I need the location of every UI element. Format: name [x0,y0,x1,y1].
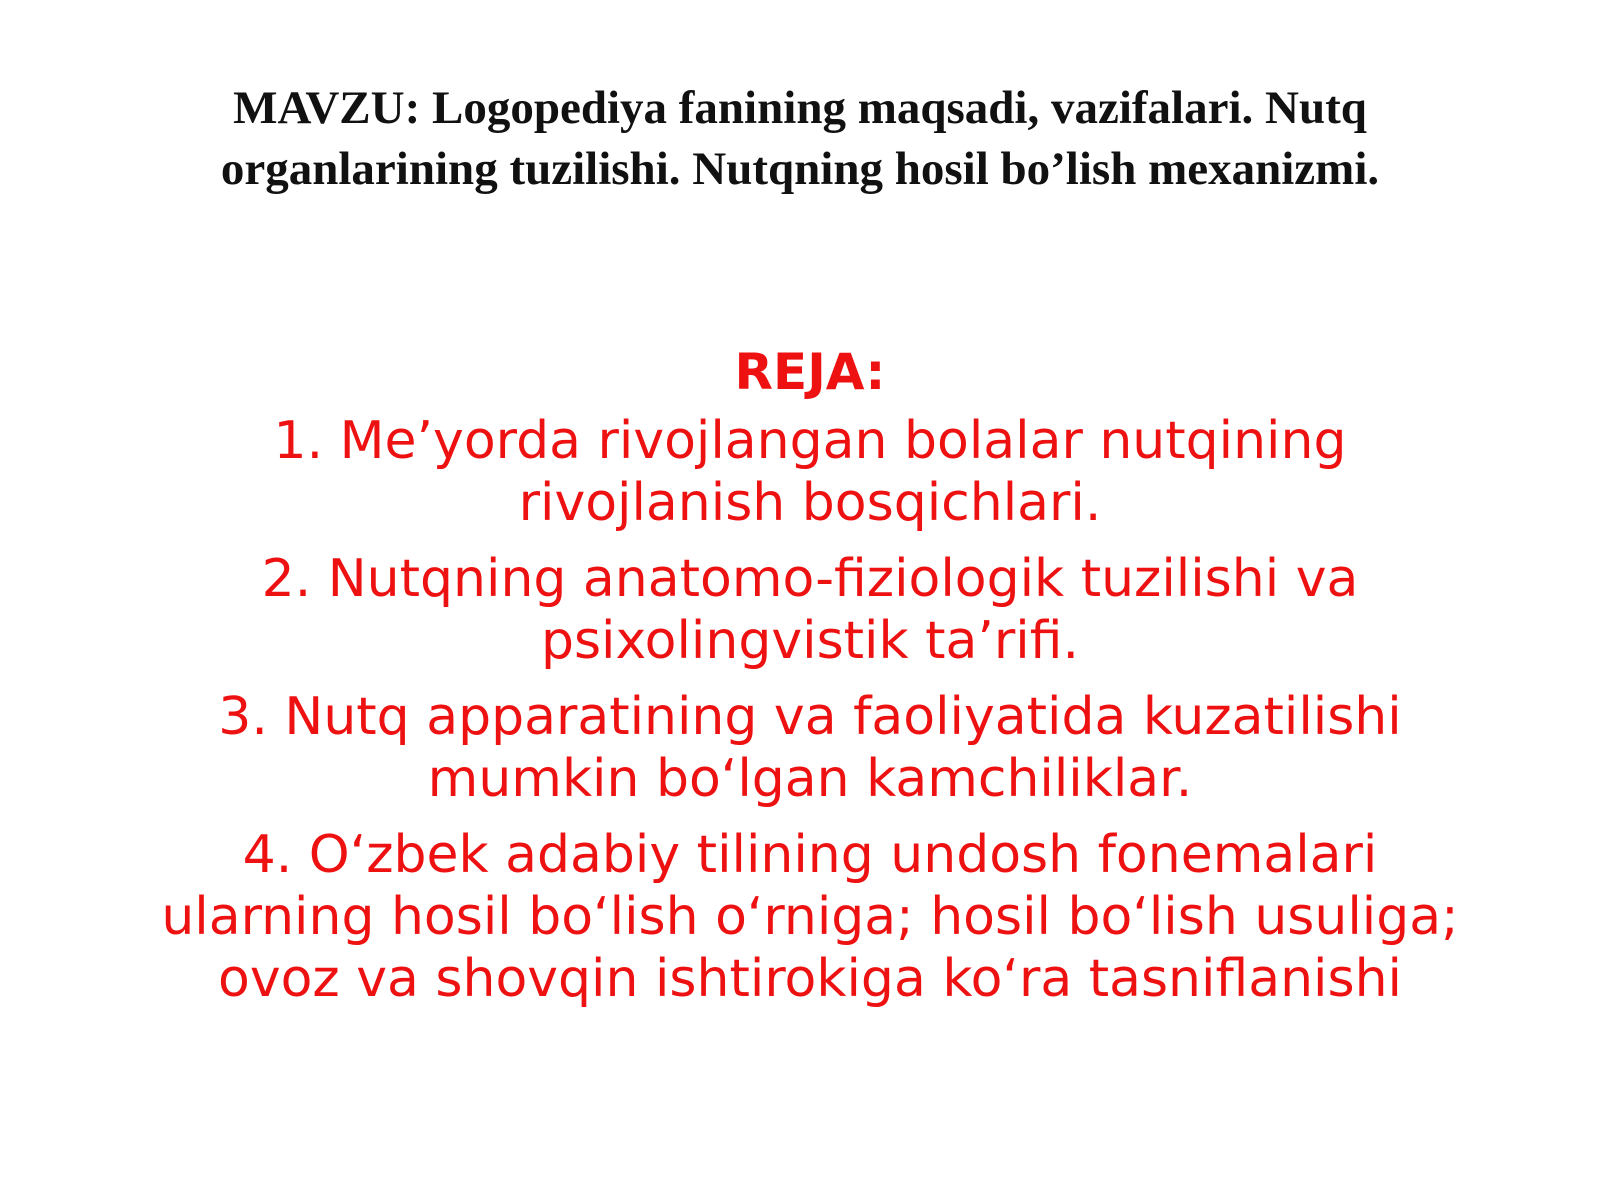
plan-item-2: 2. Nutqning anatomo-fiziologik tuzilishi va psixolingvistik ta’rifi. [261,549,1359,671]
plan-heading: REJA: [734,343,886,401]
plan-list [140,410,1480,1010]
plan-item-1: 1. Me’yorda rivojlangan bolalar nutqining rivojlanish bosqichlari. [273,411,1347,533]
slide-title: MAVZU: Logopediya fanining maqsadi, vazifalari. Nutq organlarining tuzilishi. Nutqning hosil bo’lish mexanizmi. [220,82,1380,195]
plan-item-3: 3. Nutq apparatining va faoliyatida kuzatilishi mumkin bo‘lgan kamchiliklar. [218,687,1402,809]
title-container [130,78,1470,200]
plan-item-4: 4. O‘zbek adabiy tilining undosh fonemalari ularning hosil bo‘lish o‘rniga; hosil bo‘lish usuliga; ovoz va shovqin ishtirokiga ko‘ra tasniflanishi [161,825,1459,1009]
plan-section [140,340,1480,1024]
